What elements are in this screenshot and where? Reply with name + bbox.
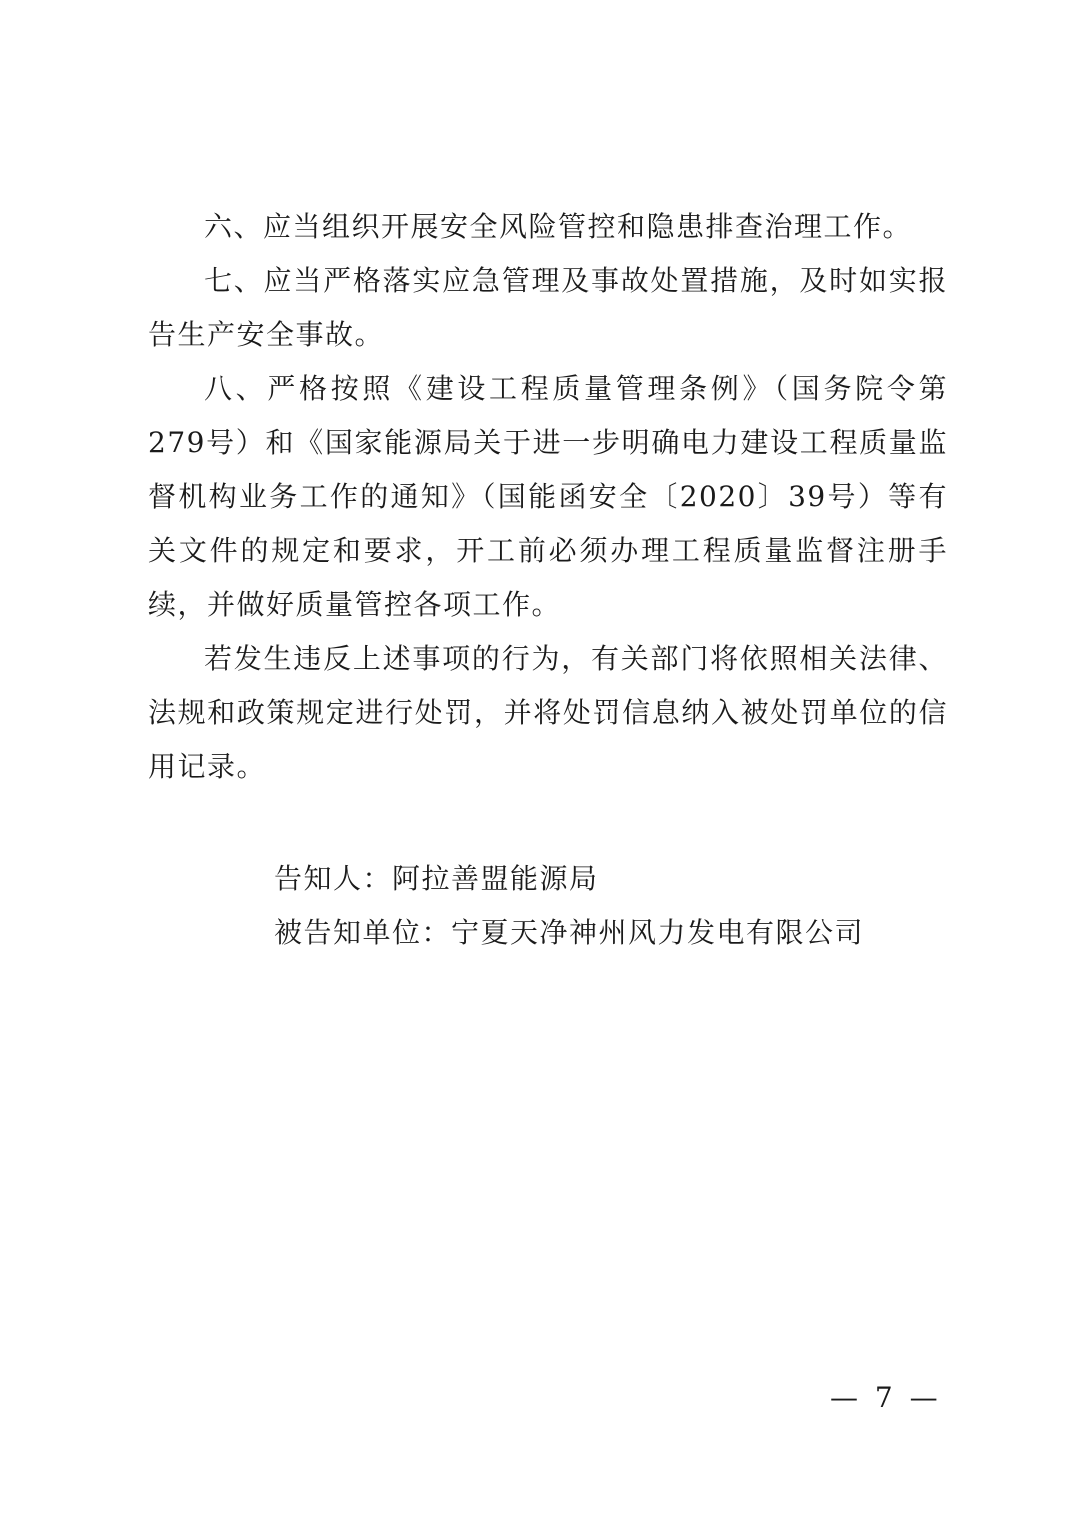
paragraph-item-six: 六、应当组织开展安全风险管控和隐患排查治理工作。	[204, 210, 913, 243]
notified-unit-line: 被告知单位：宁夏天净神州风力发电有限公司	[274, 916, 865, 949]
paragraph-penalty-notice: 若发生违反上述事项的行为，有关部门将依照相关法律、法规和政策规定进行处罚，并将处罚信息纳入被处罚单位的信用记录。	[148, 642, 948, 783]
page-number: — 7 —	[830, 1381, 942, 1414]
paragraph-item-eight: 八、严格按照《建设工程质量管理条例》（国务院令第279号）和《国家能源局关于进一步明确电力建设工程质量监督机构业务工作的通知》（国能函安全〔2020〕39号）等有关文件的规定和要求，开工前必须办理工程质量监督注册手续，并做好质量管控各项工作。	[148, 372, 948, 621]
notifier-line: 告知人：阿拉善盟能源局	[274, 862, 599, 895]
signature-block	[274, 852, 974, 960]
paragraph-item-seven: 七、应当严格落实应急管理及事故处置措施，及时如实报告生产安全事故。	[148, 264, 948, 351]
document-body	[148, 200, 948, 794]
